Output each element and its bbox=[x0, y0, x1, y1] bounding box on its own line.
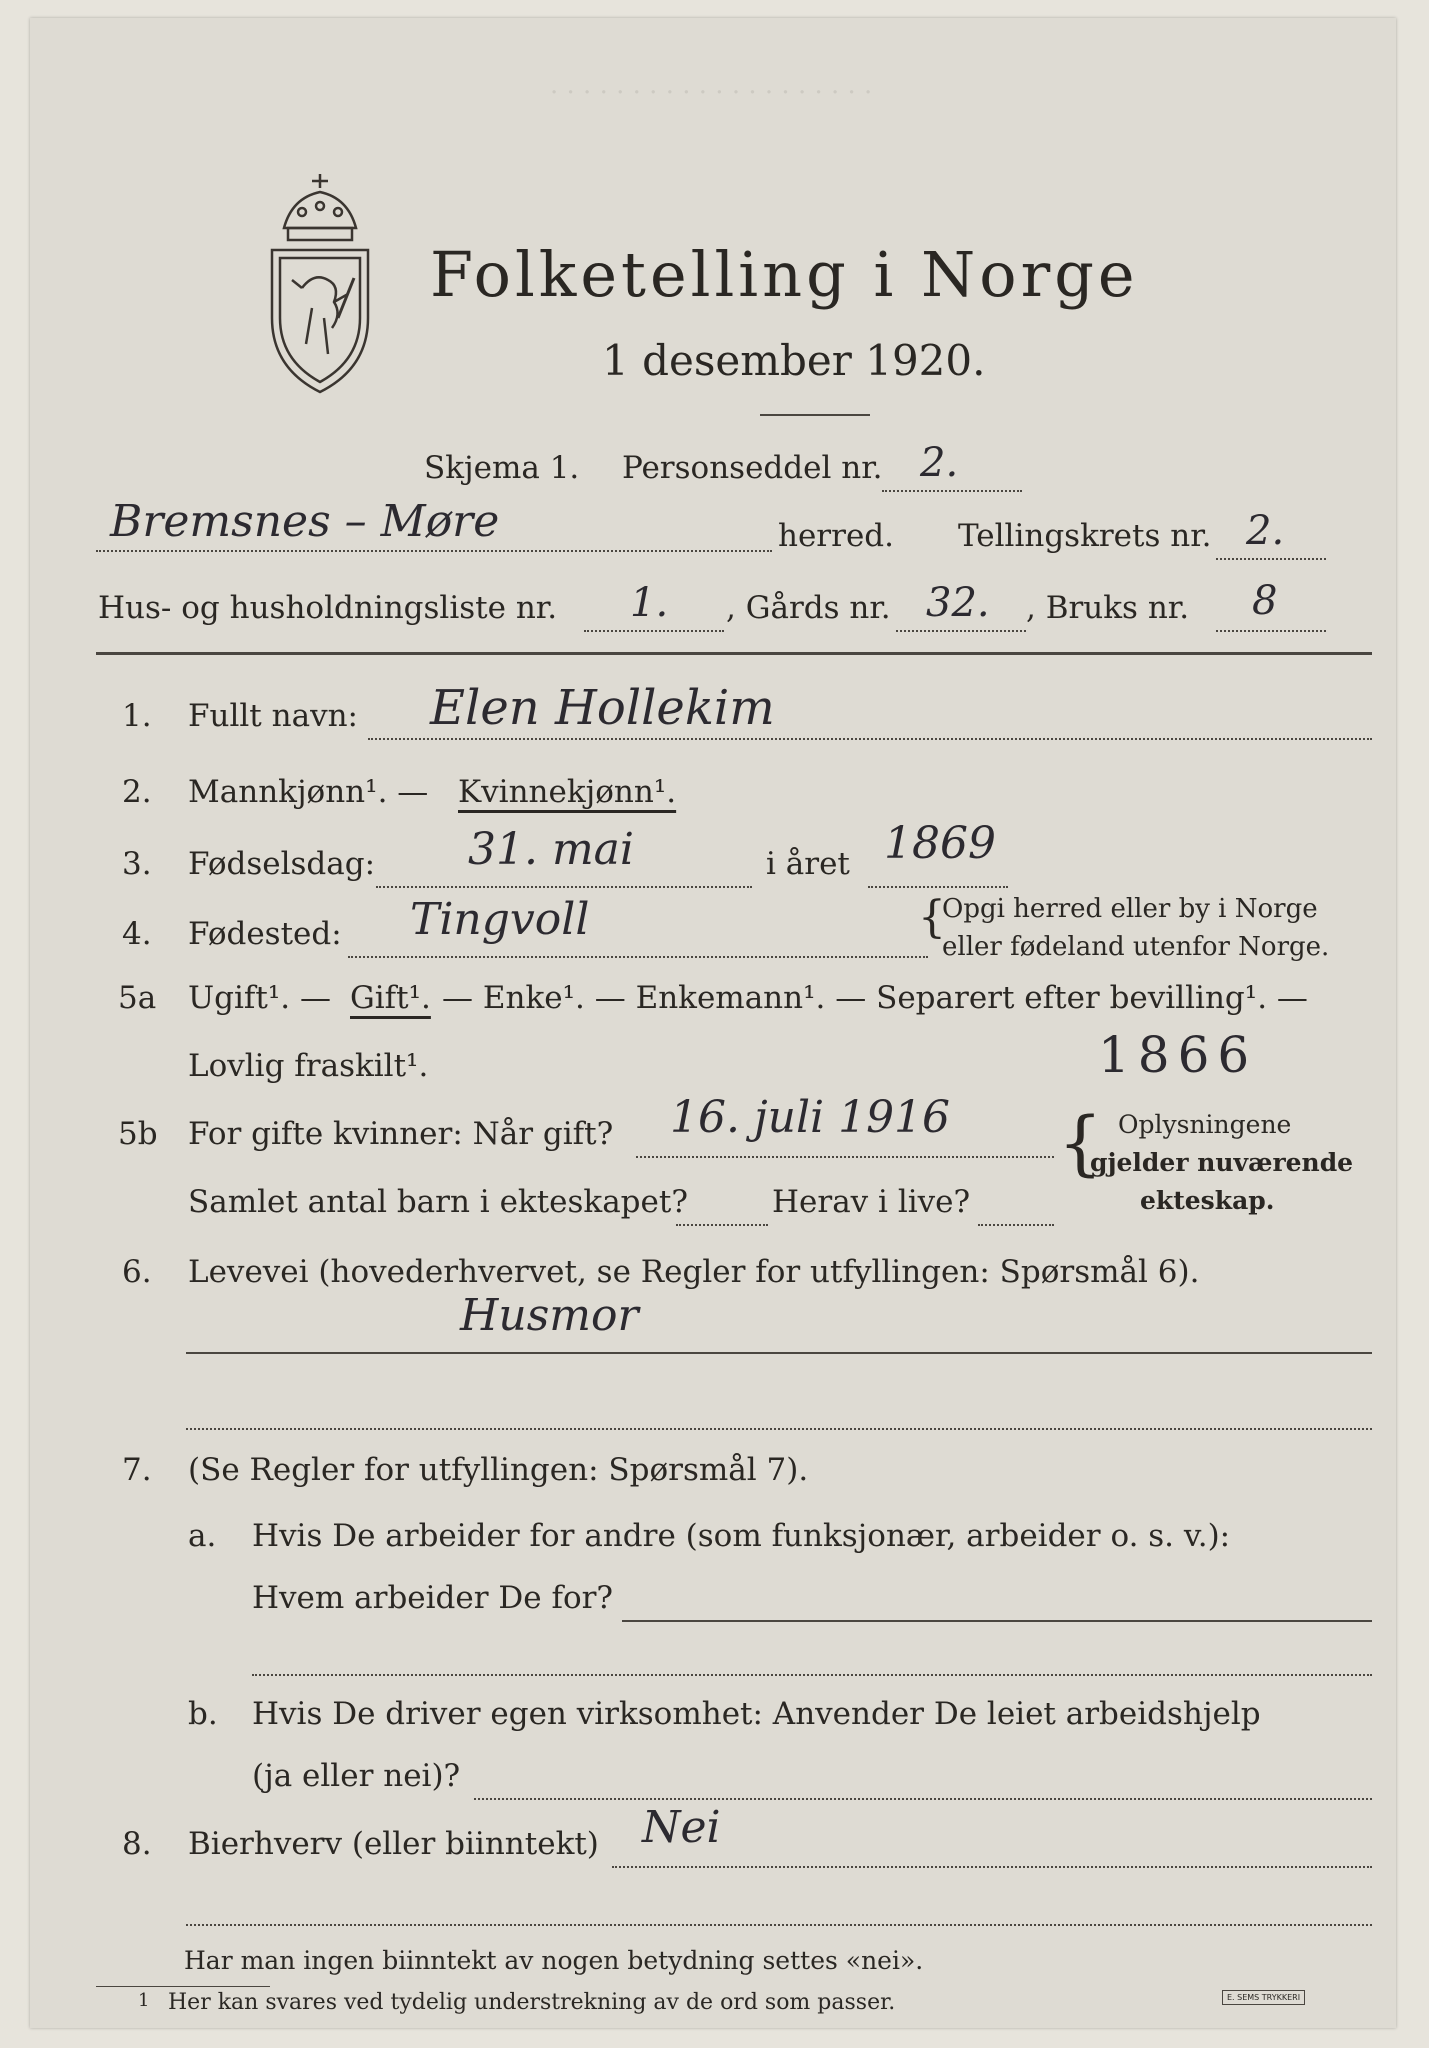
header-rule bbox=[96, 652, 1372, 655]
q7a-field-line-2 bbox=[252, 1674, 1372, 1676]
q7a-field-line bbox=[622, 1620, 1372, 1622]
q6-answer: Husmor bbox=[460, 1290, 639, 1341]
q5b-children-field-line bbox=[676, 1224, 768, 1226]
q2-kvinne-option: Kvinnekjønn¹. bbox=[458, 774, 677, 810]
q5b-field-line bbox=[636, 1156, 1054, 1158]
q7b-letter: b. bbox=[188, 1696, 218, 1732]
q2-number: 2. bbox=[122, 774, 152, 810]
hus-label: Hus- og husholdningsliste nr. bbox=[98, 590, 558, 626]
q5b-children-label: Samlet antal barn i ekteskapet? bbox=[188, 1184, 688, 1220]
tellingskrets-field-line bbox=[1216, 558, 1326, 560]
bleed-through-text: · · · · · · · · · · · · · · · · · · · · bbox=[550, 78, 873, 108]
q7b-field-line bbox=[474, 1798, 1372, 1800]
q5b-note-line2: gjelder nuværende bbox=[1090, 1148, 1354, 1177]
hus-field-line bbox=[584, 630, 724, 632]
q7-label: (Se Regler for utfyllingen: Spørsmål 7). bbox=[188, 1452, 809, 1488]
bruks-value: 8 bbox=[1252, 578, 1278, 624]
footer-note: Har man ingen biinntekt av nogen betydning settes «nei». bbox=[184, 1946, 924, 1975]
personseddel-label: Personseddel nr. bbox=[622, 450, 883, 486]
q8-answer: Nei bbox=[642, 1802, 721, 1853]
q5b-label: For gifte kvinner: Når gift? bbox=[188, 1116, 614, 1152]
q5a-other-options: — Enke¹. — Enkemann¹. — Separert efter bevilling¹. — bbox=[442, 980, 1308, 1016]
herred-field-line bbox=[96, 550, 772, 552]
herred-label: herred. bbox=[778, 518, 894, 554]
herred-value: Bremsnes – Møre bbox=[110, 496, 500, 547]
q5b-note-brace: { bbox=[1058, 1102, 1103, 1184]
q4-field-line bbox=[348, 956, 928, 958]
q3-day-answer: 31. mai bbox=[468, 824, 634, 875]
gards-value: 32. bbox=[926, 580, 990, 626]
q4-answer: Tingvoll bbox=[410, 894, 590, 945]
gards-field-line bbox=[896, 630, 1026, 632]
q3-year-field-line bbox=[868, 886, 1008, 888]
q5b-number: 5b bbox=[118, 1116, 158, 1152]
q4-label: Fødested: bbox=[188, 916, 342, 952]
q5a-gift-option: Gift¹. bbox=[350, 980, 431, 1016]
q4-note-brace: { bbox=[918, 892, 946, 943]
footnote-text: Her kan svares ved tydelig understrekning av de ord som passer. bbox=[168, 1990, 896, 2015]
q4-number: 4. bbox=[122, 916, 152, 952]
bruks-label: , Bruks nr. bbox=[1026, 590, 1190, 626]
printer-stamp: E. SEMS TRYKKERI bbox=[1222, 1990, 1305, 2005]
q8-label: Bierhverv (eller biinntekt) bbox=[188, 1826, 599, 1862]
footnote-rule bbox=[96, 1986, 270, 1987]
q7b-text: Hvis De driver egen virksomhet: Anvender De leiet arbeidshjelp bbox=[252, 1696, 1261, 1732]
q6-label: Levevei (hovederhvervet, se Regler for utfyllingen: Spørsmål 6). bbox=[188, 1254, 1200, 1290]
q5b-alive-field-line bbox=[978, 1224, 1054, 1226]
q7a-line2: Hvem arbeider De for? bbox=[252, 1580, 614, 1616]
form-title: Folketelling i Norge bbox=[430, 238, 1139, 311]
q8-number: 8. bbox=[122, 1826, 152, 1862]
q5a-ugift-option: Ugift¹. — bbox=[188, 980, 331, 1016]
q7-number: 7. bbox=[122, 1452, 152, 1488]
bruks-field-line bbox=[1216, 630, 1326, 632]
q5b-answer: 16. juli 1916 bbox=[670, 1092, 951, 1143]
q3-year-label: i året bbox=[766, 846, 850, 882]
q8-field-line-2 bbox=[186, 1924, 1372, 1926]
q5a-number: 5a bbox=[118, 980, 157, 1016]
q1-label: Fullt navn: bbox=[188, 698, 358, 734]
q5b-note-line1: Oplysningene bbox=[1118, 1110, 1292, 1139]
q5a-line2: Lovlig fraskilt¹. bbox=[188, 1048, 429, 1084]
q2-mann-option: Mannkjønn¹. — bbox=[188, 774, 429, 810]
q7a-text: Hvis De arbeider for andre (som funksjonær, arbeider o. s. v.): bbox=[252, 1518, 1231, 1554]
q5a-margin-note: 1866 bbox=[1098, 1026, 1258, 1084]
q4-note-line1: Opgi herred eller by i Norge bbox=[942, 894, 1318, 924]
census-date: 1 desember 1920. bbox=[602, 336, 986, 385]
q3-label: Fødselsdag: bbox=[188, 846, 376, 882]
personseddel-field-line bbox=[882, 490, 1022, 492]
coat-of-arms-icon bbox=[262, 168, 378, 398]
q6-number: 6. bbox=[122, 1254, 152, 1290]
tellingskrets-value: 2. bbox=[1246, 508, 1285, 554]
gards-label: , Gårds nr. bbox=[726, 590, 891, 626]
q6-field-line-1 bbox=[186, 1352, 1372, 1354]
q8-field-line bbox=[612, 1866, 1372, 1868]
personseddel-value: 2. bbox=[920, 440, 959, 486]
q6-field-line-2 bbox=[186, 1428, 1372, 1430]
q3-day-field-line bbox=[376, 886, 752, 888]
hus-value: 1. bbox=[630, 580, 669, 626]
q1-field-line bbox=[368, 738, 1372, 740]
q7a-letter: a. bbox=[188, 1518, 217, 1554]
q5b-note-line3: ekteskap. bbox=[1140, 1186, 1275, 1215]
q3-number: 3. bbox=[122, 846, 152, 882]
q1-answer: Elen Hollekim bbox=[430, 680, 775, 736]
q4-note-line2: eller fødeland utenfor Norge. bbox=[942, 932, 1330, 962]
q3-year-answer: 1869 bbox=[884, 818, 996, 869]
q1-number: 1. bbox=[122, 698, 152, 734]
skjema-label: Skjema 1. bbox=[424, 450, 580, 486]
footnote-mark: 1 bbox=[138, 1990, 150, 2011]
tellingskrets-label: Tellingskrets nr. bbox=[958, 518, 1212, 554]
census-form-page bbox=[30, 18, 1396, 2028]
title-divider bbox=[760, 414, 870, 416]
q7b-line2: (ja eller nei)? bbox=[252, 1758, 461, 1794]
q5b-alive-label: Herav i live? bbox=[772, 1184, 971, 1220]
